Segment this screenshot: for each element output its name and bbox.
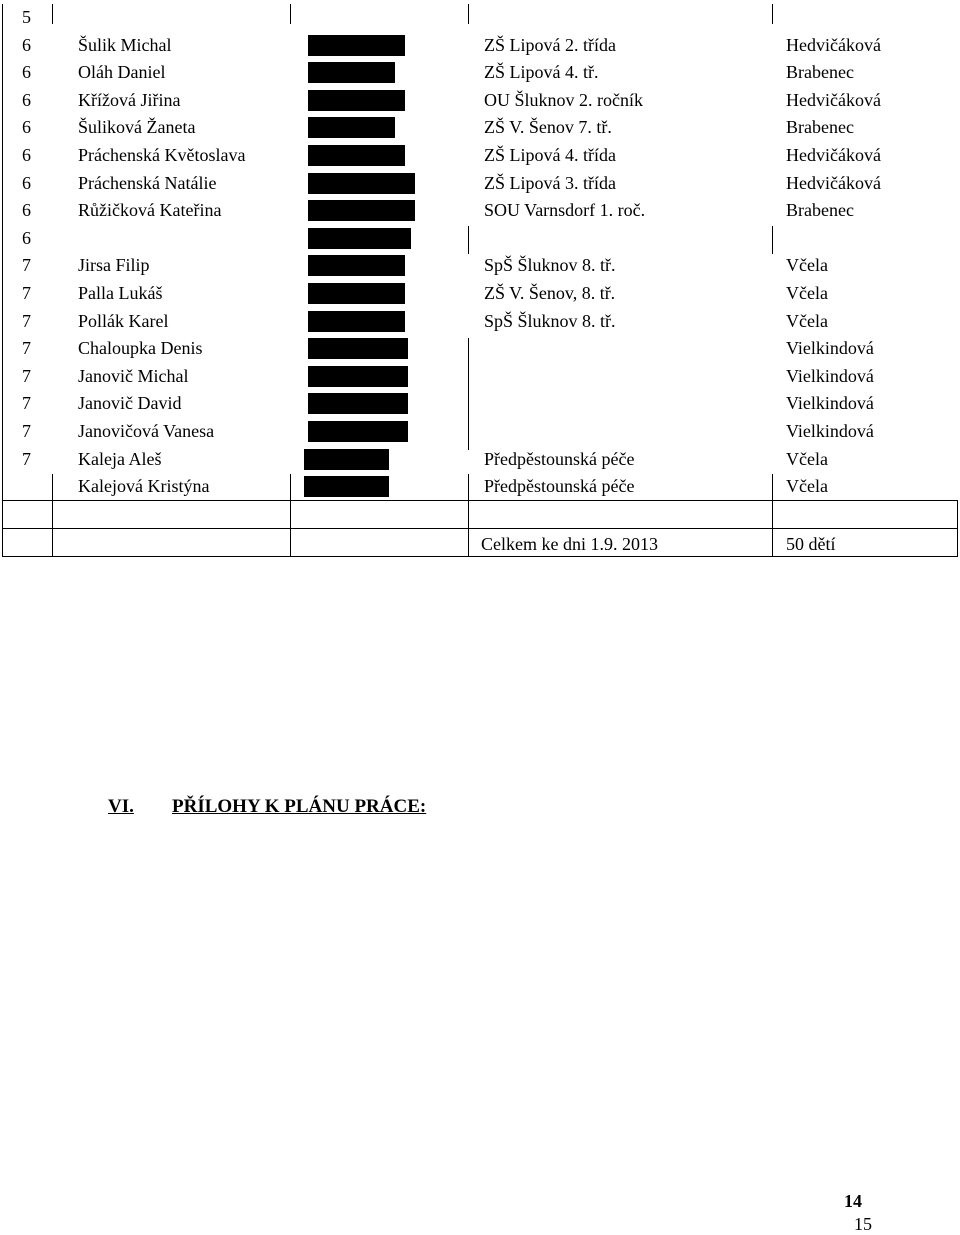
redaction-block bbox=[308, 338, 408, 359]
row-divider bbox=[2, 528, 958, 529]
table-row bbox=[0, 114, 960, 142]
page-number-bold: 14 bbox=[844, 1191, 862, 1211]
table-row bbox=[0, 4, 960, 32]
group-cell: 7 bbox=[22, 283, 31, 303]
summary-row bbox=[0, 530, 960, 558]
name-cell: Kaleja Aleš bbox=[78, 448, 162, 469]
teacher-cell: Brabenec bbox=[786, 200, 854, 221]
teacher-cell: Hedvičáková bbox=[786, 89, 881, 110]
name-cell: Chaloupka Denis bbox=[78, 338, 203, 359]
redaction-block bbox=[304, 476, 389, 497]
school-cell: ZŠ Lipová 2. třída bbox=[484, 34, 616, 55]
group-cell: 6 bbox=[22, 227, 31, 248]
school-cell: Předpěstounská péče bbox=[484, 476, 635, 497]
summary-label: Celkem ke dni 1.9. 2013 bbox=[481, 534, 658, 554]
school-cell: SpŠ Šluknov 8. tř. bbox=[484, 310, 616, 331]
column-divider bbox=[772, 226, 773, 254]
table-row bbox=[0, 418, 960, 446]
name-cell: Janovič Michal bbox=[78, 365, 189, 386]
column-divider bbox=[468, 4, 469, 24]
name-cell: Oláh Daniel bbox=[78, 62, 166, 83]
school-cell: ZŠ Lipová 3. třída bbox=[484, 172, 616, 193]
school-cell: ZŠ Lipová 4. třída bbox=[484, 145, 616, 165]
redaction-block bbox=[308, 311, 405, 332]
column-divider bbox=[468, 338, 469, 450]
name-cell: Pollák Karel bbox=[78, 310, 169, 331]
name-cell: Janovič David bbox=[78, 393, 182, 414]
group-cell: 5 bbox=[22, 7, 31, 27]
name-cell: Práchenská Květoslava bbox=[78, 145, 246, 165]
school-cell: SOU Varnsdorf 1. roč. bbox=[484, 200, 646, 221]
redaction-block bbox=[308, 228, 411, 249]
column-divider bbox=[52, 4, 53, 24]
table-row bbox=[0, 308, 960, 336]
teacher-cell: Hedvičáková bbox=[786, 34, 881, 55]
table-row bbox=[0, 32, 960, 60]
column-divider bbox=[290, 4, 291, 24]
group-cell: 7 bbox=[22, 338, 31, 359]
group-cell: 6 bbox=[22, 34, 31, 55]
group-cell: 7 bbox=[22, 421, 31, 441]
table-border-left bbox=[2, 4, 3, 556]
table-row bbox=[0, 59, 960, 87]
section-number: VI. bbox=[108, 796, 134, 817]
teacher-cell: Vielkindová bbox=[786, 393, 874, 414]
teacher-cell: Včela bbox=[786, 255, 828, 276]
name-cell: Janovičová Vanesa bbox=[78, 421, 215, 441]
page-number: 15 bbox=[854, 1214, 872, 1234]
table-row bbox=[0, 363, 960, 391]
name-cell: Šulik Michal bbox=[78, 34, 172, 55]
name-cell: Palla Lukáš bbox=[78, 283, 163, 303]
redaction-block bbox=[308, 283, 405, 304]
group-cell: 6 bbox=[22, 200, 31, 221]
name-cell: Křížová Jiřina bbox=[78, 89, 181, 110]
redaction-block bbox=[308, 173, 415, 194]
redaction-block bbox=[308, 255, 405, 276]
teacher-cell: Včela bbox=[786, 310, 828, 331]
table-row bbox=[0, 252, 960, 280]
group-cell: 6 bbox=[22, 62, 31, 83]
school-cell: SpŠ Šluknov 8. tř. bbox=[484, 255, 616, 276]
table-row bbox=[0, 280, 960, 308]
teacher-cell: Vielkindová bbox=[786, 338, 874, 359]
teacher-cell: Vielkindová bbox=[786, 365, 874, 386]
redaction-block bbox=[308, 393, 408, 414]
column-divider bbox=[468, 226, 469, 254]
school-cell: Předpěstounská péče bbox=[484, 448, 635, 469]
redaction-block bbox=[308, 35, 405, 56]
redaction-block bbox=[304, 449, 389, 470]
table-row bbox=[0, 473, 960, 501]
teacher-cell: Včela bbox=[786, 448, 828, 469]
school-cell: ZŠ V. Šenov 7. tř. bbox=[484, 117, 612, 138]
redaction-block bbox=[308, 90, 405, 111]
table-row bbox=[0, 335, 960, 363]
name-cell: Šuliková Žaneta bbox=[78, 117, 196, 138]
group-cell: 7 bbox=[22, 448, 31, 469]
redaction-block bbox=[308, 421, 408, 442]
redaction-block bbox=[308, 117, 395, 138]
name-cell: Práchenská Natálie bbox=[78, 172, 217, 193]
table-row bbox=[0, 225, 960, 253]
group-cell: 6 bbox=[22, 117, 31, 138]
column-divider bbox=[772, 4, 773, 24]
school-cell: OU Šluknov 2. ročník bbox=[484, 89, 643, 110]
group-cell: 6 bbox=[22, 172, 31, 193]
name-cell: Jirsa Filip bbox=[78, 255, 150, 276]
name-cell: Růžičková Kateřina bbox=[78, 200, 222, 221]
teacher-cell: Brabenec bbox=[786, 62, 854, 83]
group-cell: 7 bbox=[22, 365, 31, 386]
table-row bbox=[0, 197, 960, 225]
row-divider bbox=[2, 500, 958, 501]
summary-count: 50 dětí bbox=[786, 534, 836, 554]
teacher-cell: Vielkindová bbox=[786, 421, 874, 441]
table-row bbox=[0, 446, 960, 474]
group-cell: 6 bbox=[22, 145, 31, 165]
redaction-block bbox=[308, 200, 415, 221]
redaction-block bbox=[308, 366, 408, 387]
school-cell: ZŠ V. Šenov, 8. tř. bbox=[484, 283, 616, 303]
table-row bbox=[0, 87, 960, 115]
redaction-block bbox=[308, 145, 405, 166]
group-cell: 7 bbox=[22, 393, 31, 414]
name-cell: Kalejová Kristýna bbox=[78, 476, 210, 497]
redaction-block bbox=[308, 62, 395, 83]
table-row bbox=[0, 170, 960, 198]
teacher-cell: Hedvičáková bbox=[786, 145, 881, 165]
table-row bbox=[0, 390, 960, 418]
teacher-cell: Brabenec bbox=[786, 117, 854, 138]
teacher-cell: Včela bbox=[786, 283, 828, 303]
group-cell: 7 bbox=[22, 255, 31, 276]
group-cell: 6 bbox=[22, 89, 31, 110]
teacher-cell: Včela bbox=[786, 476, 828, 497]
group-cell: 7 bbox=[22, 310, 31, 331]
section-title: PŘÍLOHY K PLÁNU PRÁCE: bbox=[172, 796, 427, 817]
teacher-cell: Hedvičáková bbox=[786, 172, 881, 193]
table-row bbox=[0, 142, 960, 170]
school-cell: ZŠ Lipová 4. tř. bbox=[484, 62, 599, 83]
